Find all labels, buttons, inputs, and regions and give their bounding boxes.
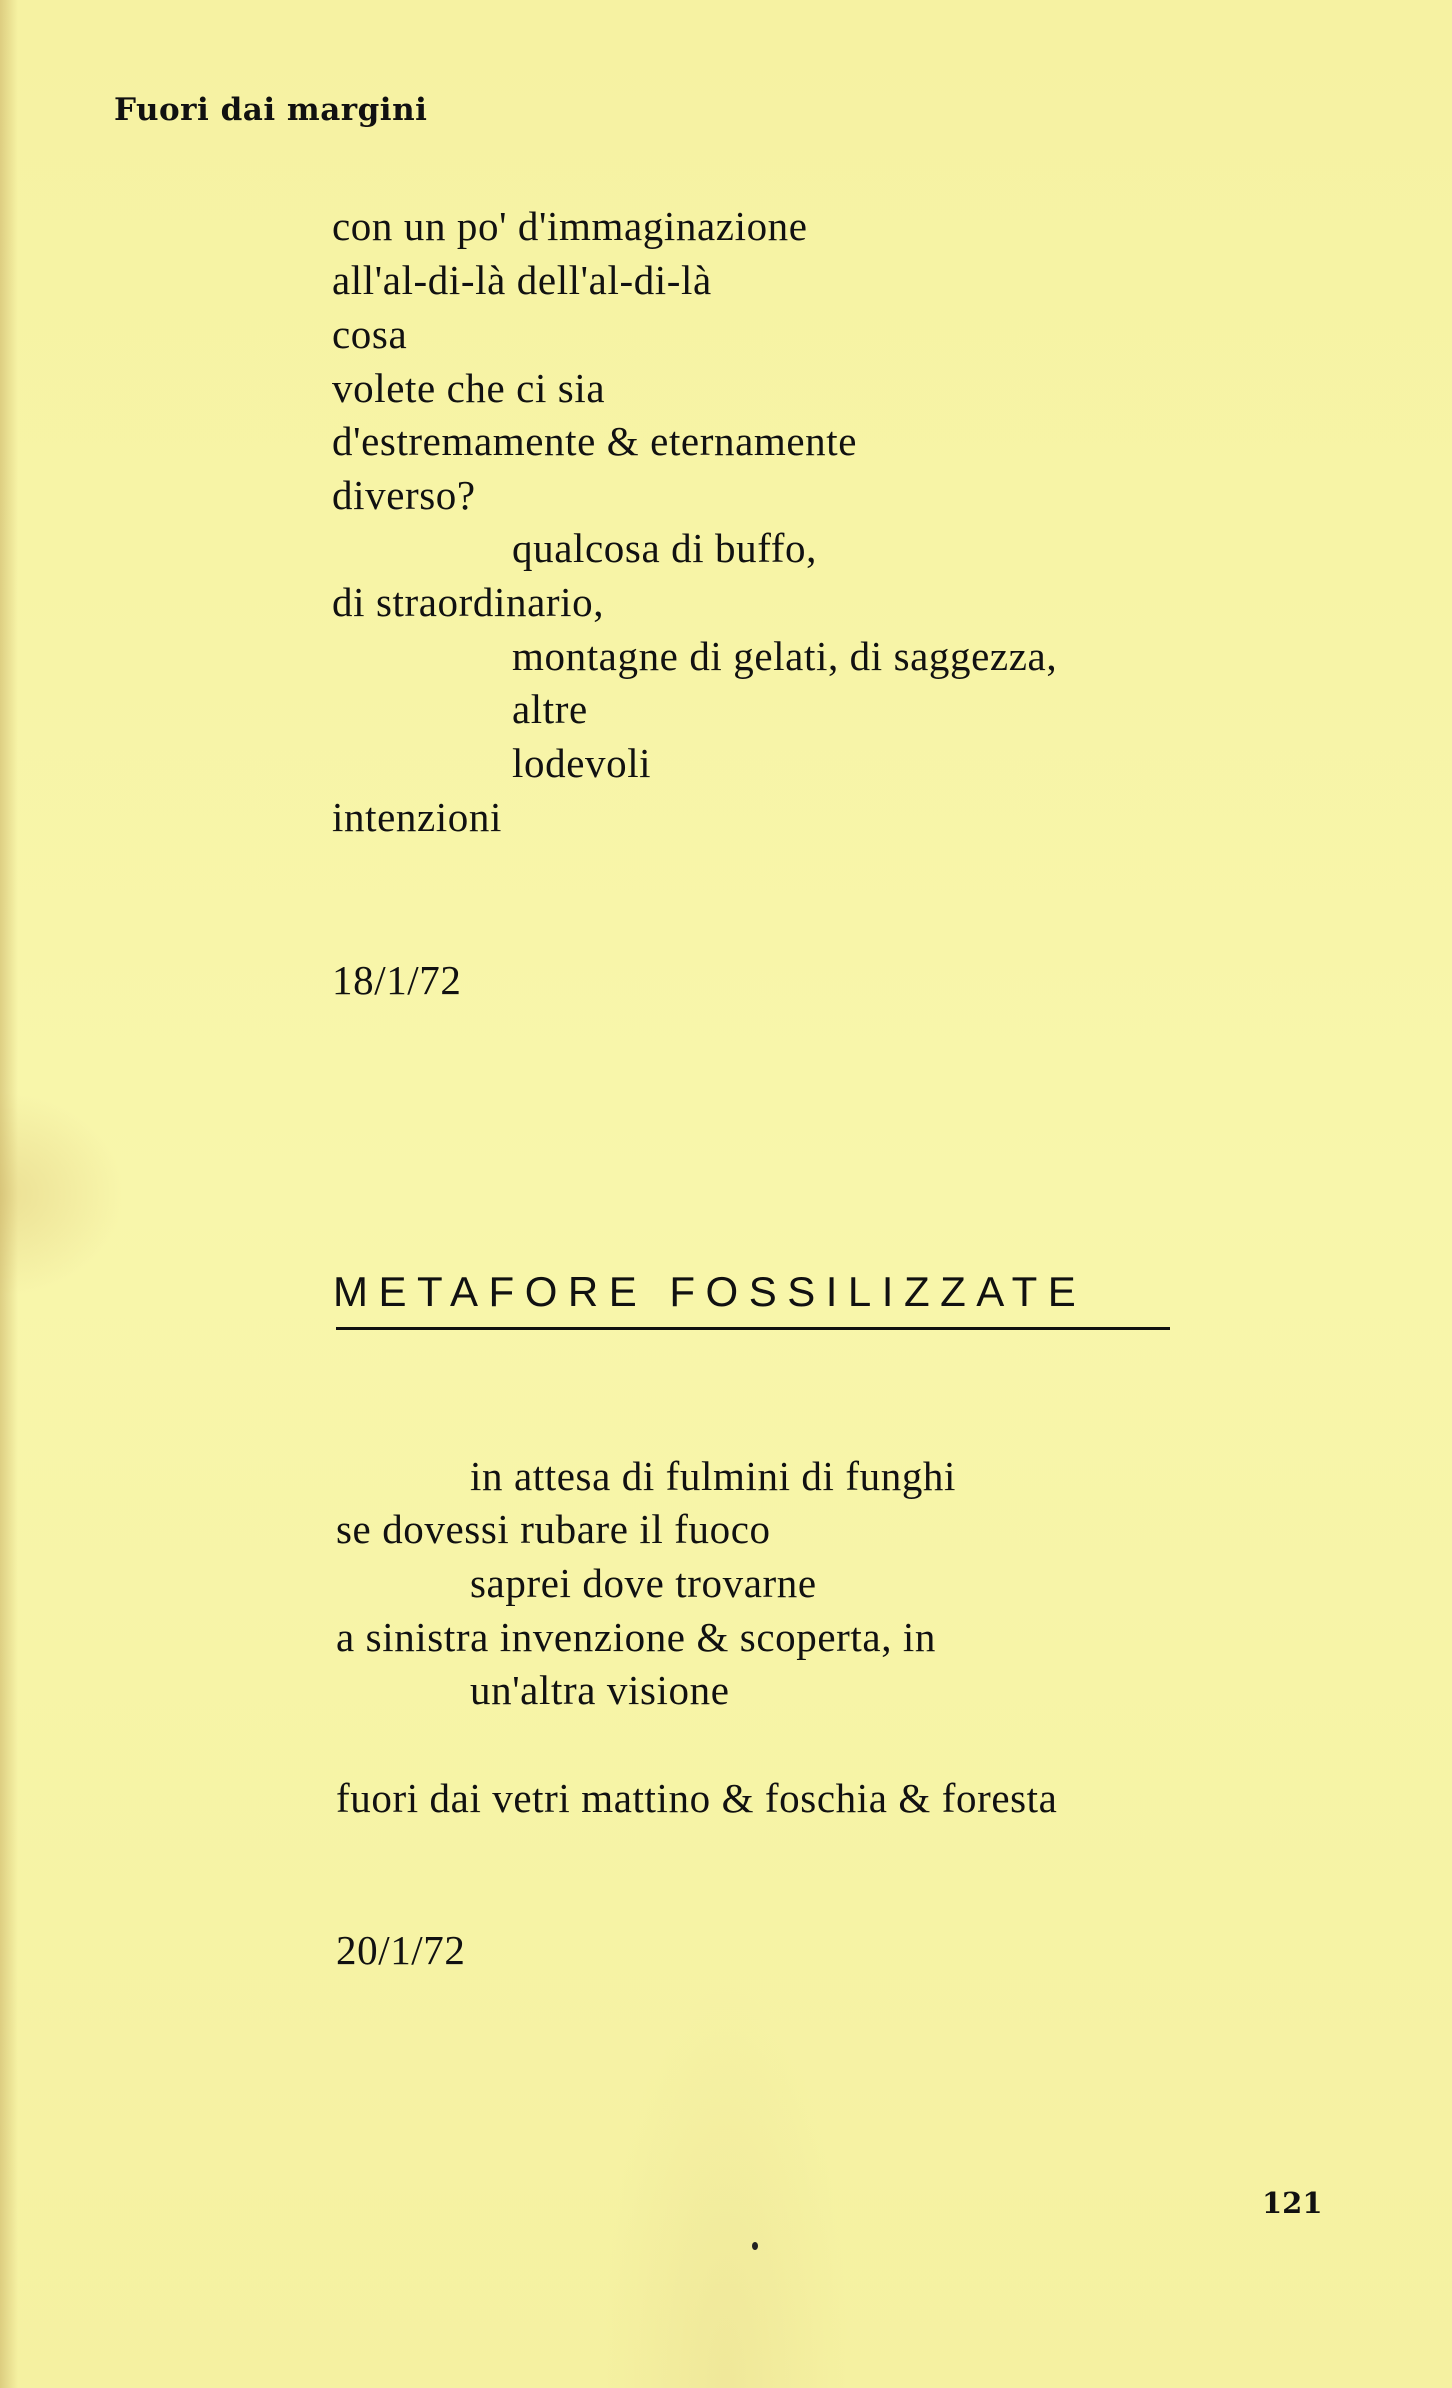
poem-line: con un po' d'immaginazione [332,203,808,249]
poem-line: in attesa di fulmini di funghi [470,1453,957,1499]
ink-speck [752,2242,758,2250]
poem-line: di straordinario, [332,579,605,625]
poem-line: all'al-di-là dell'al-di-là [332,257,712,303]
poem-line: montagne di gelati, di saggezza, [512,633,1058,679]
running-head: Fuori dai margini [114,92,428,128]
poem-date: 18/1/72 [332,957,462,1003]
poem-line: intenzioni [332,794,502,840]
poem-line: lodevoli [512,740,652,786]
page-number: 121 [1262,2186,1323,2220]
poem-line: diverso? [332,472,476,518]
poem-line: cosa [332,311,408,357]
poem-line: volete che ci sia [332,365,606,411]
page-edge-shadow [0,0,18,2388]
title-underline [336,1327,1170,1330]
poem-line: se dovessi rubare il fuoco [336,1506,771,1552]
poem-title: METAFORE FOSSILIZZATE [333,1268,1087,1315]
poem-line: d'estremamente & eternamente [332,418,858,464]
poem-date: 20/1/72 [336,1927,466,1973]
poem-line: altre [512,686,588,732]
poem-line: qualcosa di buffo, [512,525,817,571]
poem-line: un'altra visione [470,1667,730,1713]
poem-line: saprei dove trovarne [470,1560,817,1606]
poem-line: a sinistra invenzione & scoperta, in [336,1614,936,1660]
poem-line: fuori dai vetri mattino & foschia & foresta [336,1775,1058,1821]
